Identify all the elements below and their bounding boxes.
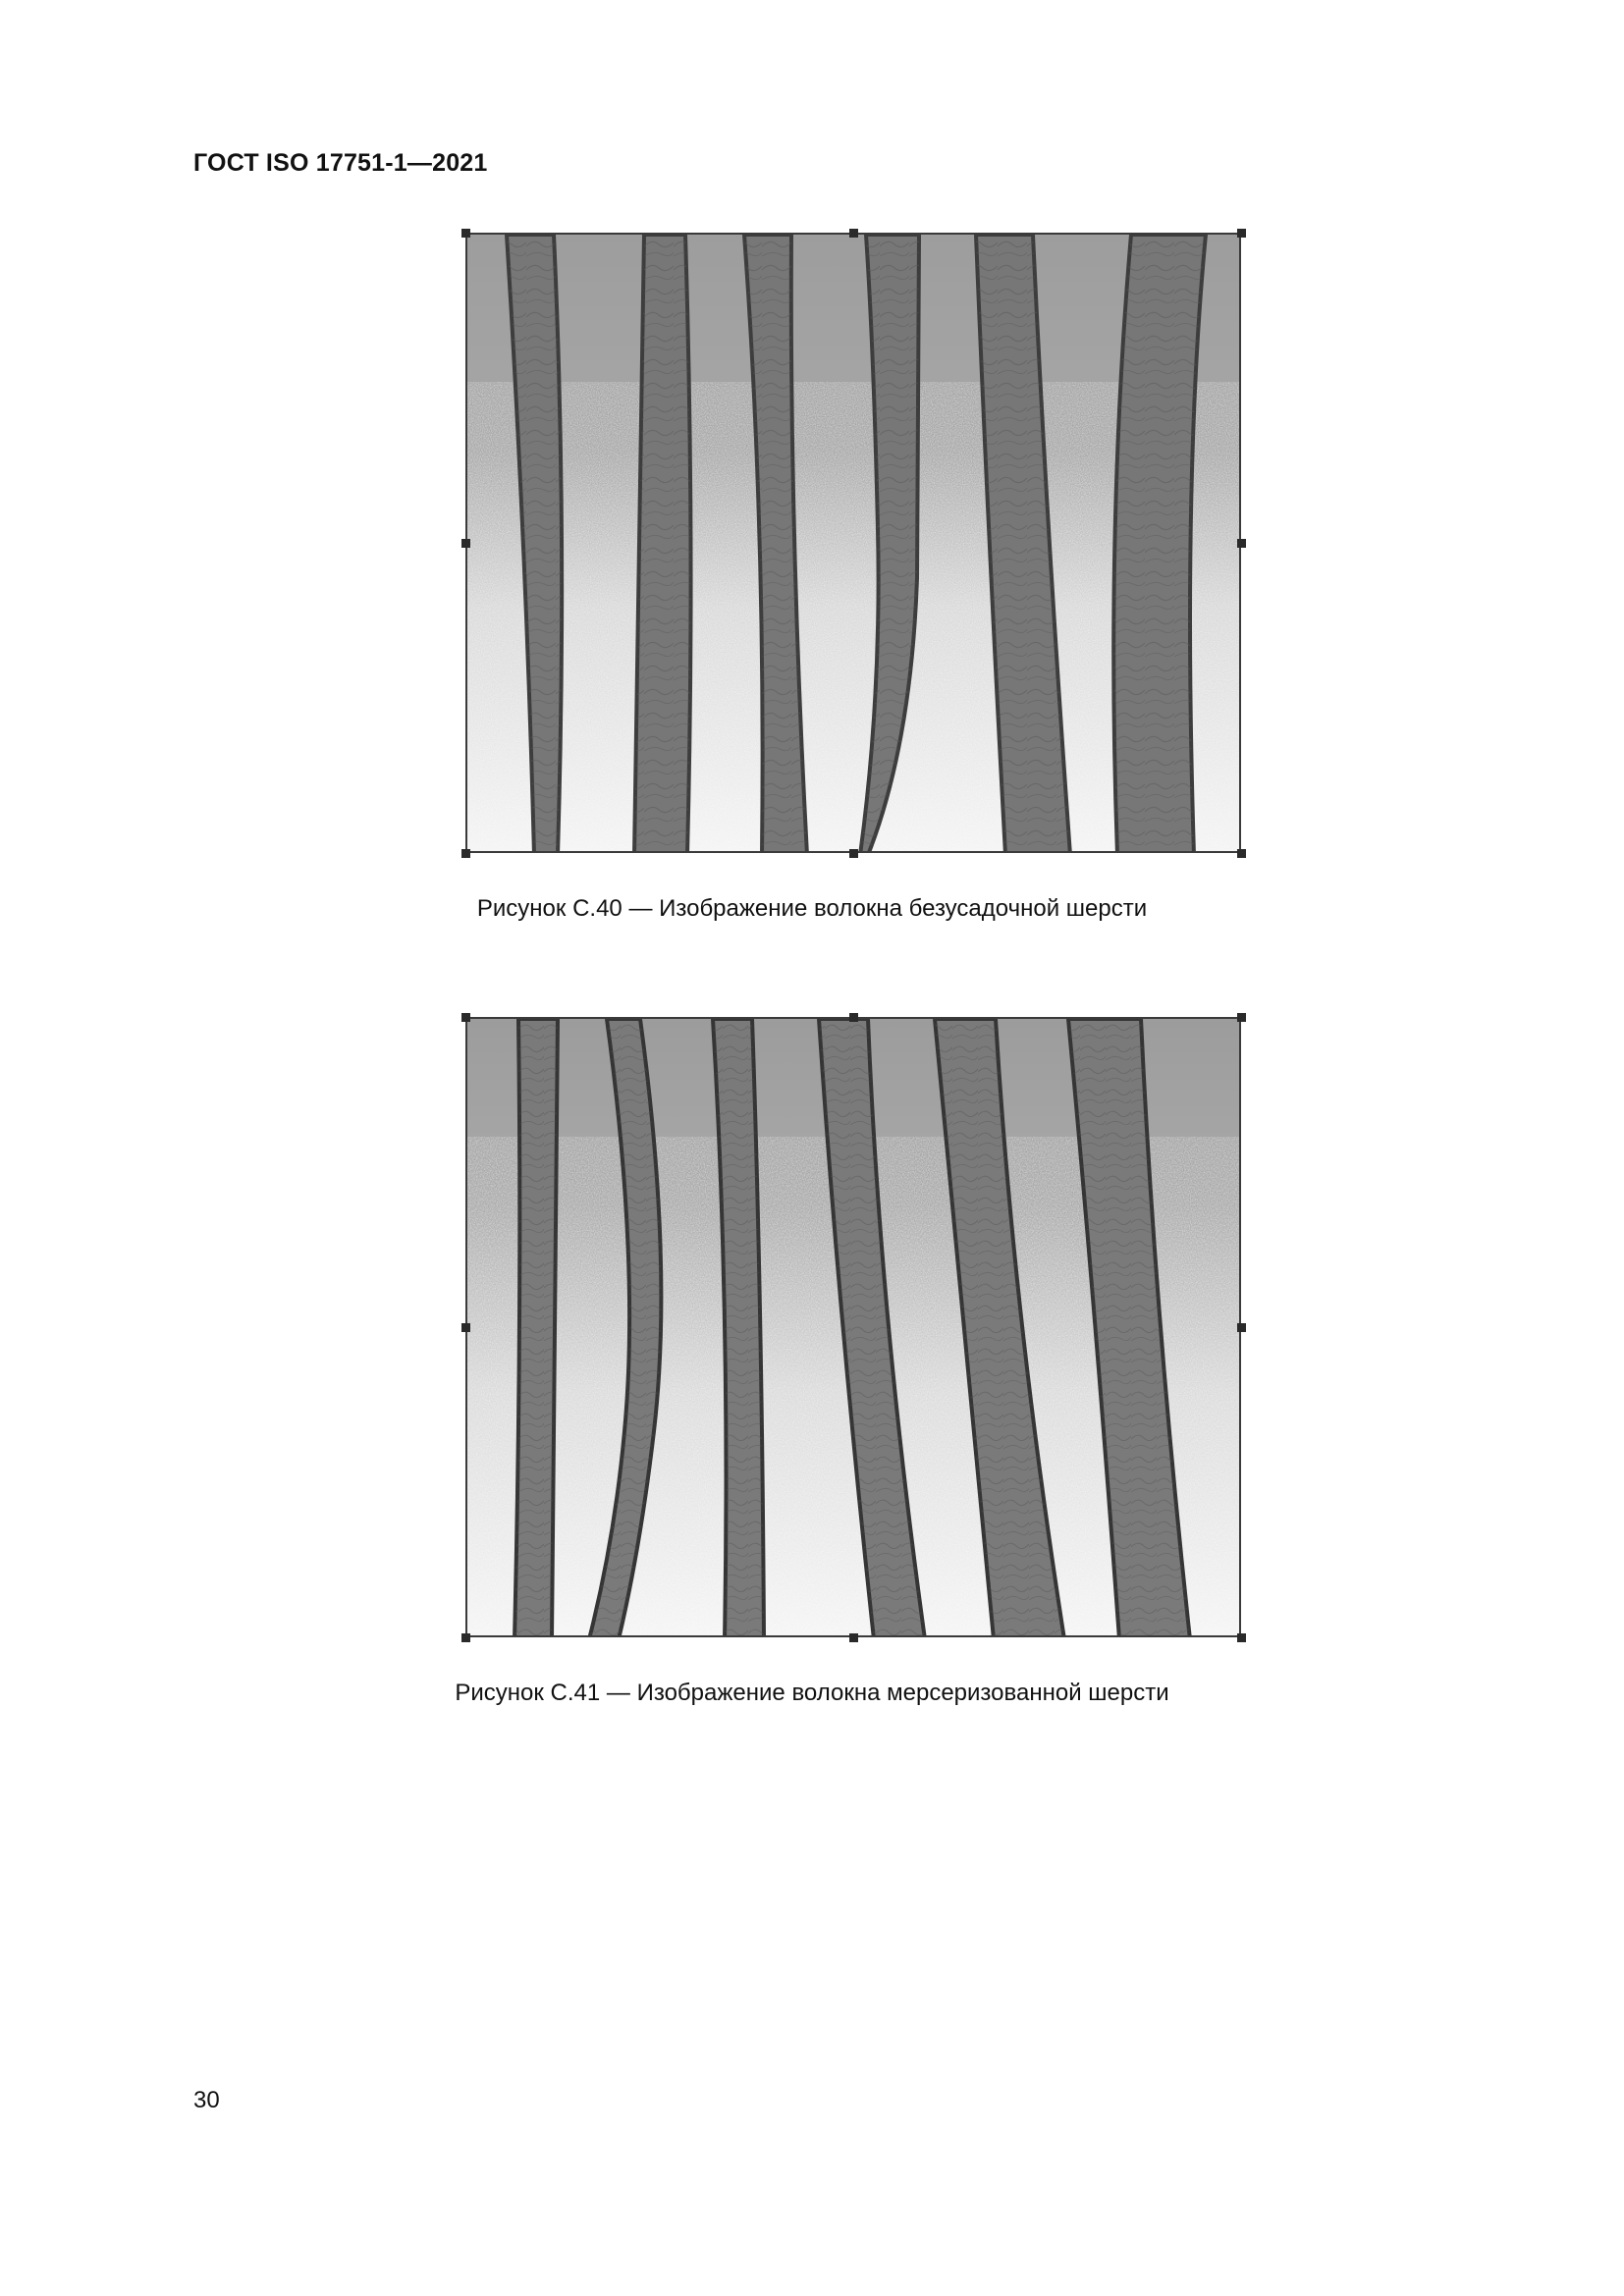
figure-caption: Рисунок С.41 — Изображение волокна мерсеризованной шерсти: [455, 1680, 1169, 1706]
resize-handle: [461, 539, 470, 548]
resize-handle: [1237, 849, 1246, 858]
document-header: ГОСТ ISO 17751-1—2021: [193, 149, 488, 177]
figure-c41-wool-fiber-image: [465, 1017, 1241, 1637]
fiber-micrograph: [467, 1019, 1241, 1637]
resize-handle: [461, 229, 470, 238]
resize-handle: [1237, 539, 1246, 548]
fiber-micrograph: [467, 235, 1241, 853]
resize-handle: [849, 1013, 858, 1022]
resize-handle: [849, 229, 858, 238]
resize-handle: [461, 849, 470, 858]
resize-handle: [461, 1323, 470, 1332]
resize-handle: [849, 849, 858, 858]
page-number: 30: [193, 2087, 220, 2113]
resize-handle: [849, 1633, 858, 1642]
resize-handle: [1237, 1633, 1246, 1642]
figure-c40-wool-fiber-image: [465, 233, 1241, 853]
figure-caption: Рисунок С.40 — Изображение волокна безусадочной шерсти: [476, 895, 1148, 922]
resize-handle: [461, 1013, 470, 1022]
resize-handle: [1237, 229, 1246, 238]
resize-handle: [1237, 1323, 1246, 1332]
resize-handle: [461, 1633, 470, 1642]
resize-handle: [1237, 1013, 1246, 1022]
